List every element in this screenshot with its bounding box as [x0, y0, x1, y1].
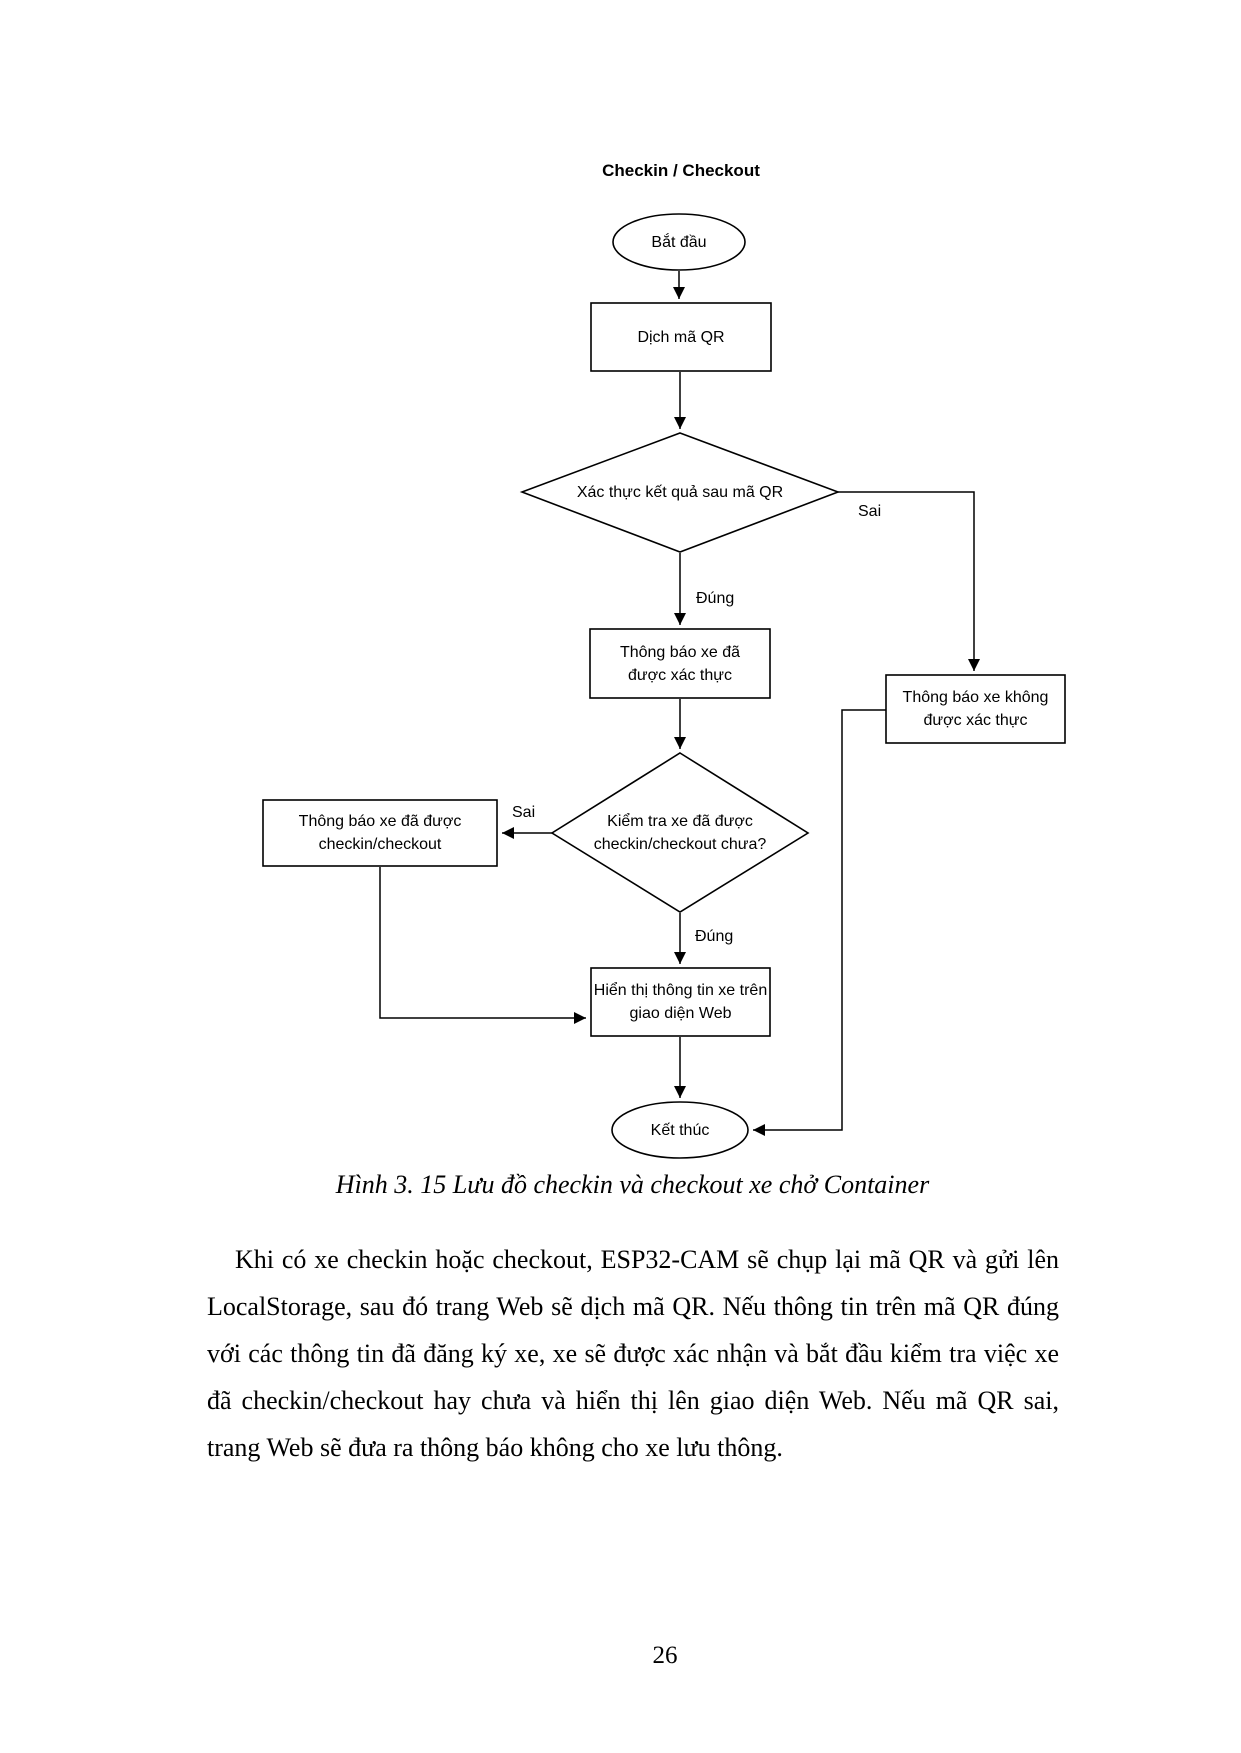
node-start-label: Bắt đầu — [651, 233, 707, 251]
node-scan-qr-label: Dịch mã QR — [637, 328, 725, 346]
edge-label-check-dung: Đúng — [695, 928, 734, 945]
node-verify-label: Xác thực kết quả sau mã QR — [576, 484, 784, 501]
flowchart-title: Checkin / Checkout — [602, 161, 760, 180]
figure-caption: Hình 3. 15 Lưu đồ checkin và checkout xe chở Container — [335, 1170, 930, 1199]
edge-label-verify-dung: Đúng — [696, 590, 735, 607]
body-paragraph: Khi có xe checkin hoặc checkout, ESP32-CAM sẽ chụp lại mã QR và gửi lên LocalStorage, sau đó trang Web sẽ dịch mã QR. Nếu thông tin trên mã QR đúng với các thông tin đã đăng ký xe, xe sẽ được xác nhận và bắt đầu kiểm tra việc xe đã checkin/checkout hay chưa và hiển thị lên giao diện Web. Nếu mã QR sai, trang Web sẽ đưa ra thông báo không cho xe lưu thông. — [207, 1245, 1059, 1462]
node-display-info-label: Hiển thị thông tin xe trên giao diện Web — [593, 982, 768, 1022]
edge-label-verify-sai: Sai — [858, 503, 882, 520]
node-check-label: Kiểm tra xe đã được checkin/checkout chưa? — [593, 812, 767, 853]
edge-label-check-sai: Sai — [512, 804, 536, 821]
node-notify-not-verified-label: Thông báo xe không được xác thực — [902, 689, 1049, 729]
node-end-label: Kết thúc — [650, 1121, 710, 1139]
page-number: 26 — [652, 1642, 678, 1669]
node-notify-verified-label: Thông báo xe đã được xác thực — [619, 643, 741, 684]
node-notify-already-label: Thông báo xe đã được checkin/checkout — [298, 813, 462, 853]
